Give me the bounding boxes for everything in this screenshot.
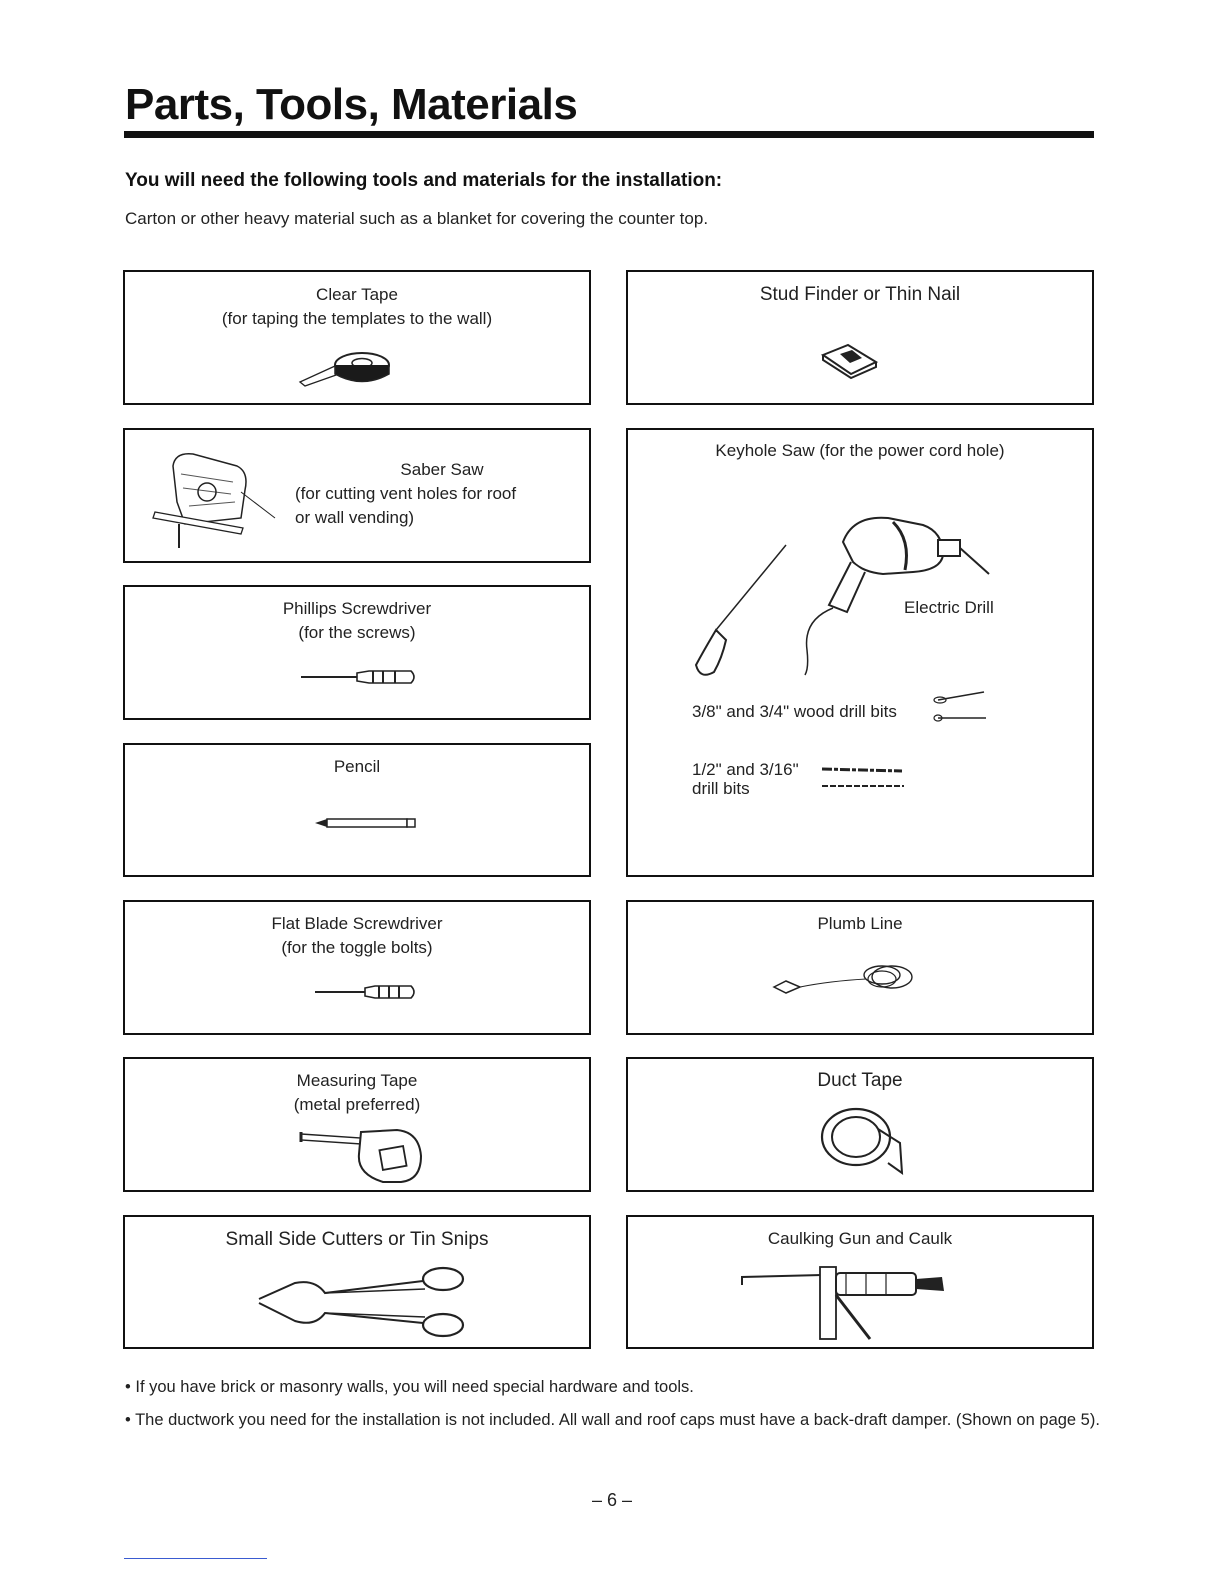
caulking-gun-icon <box>736 1255 951 1347</box>
note-masonry: • If you have brick or masonry walls, you will need special hardware and tools. <box>125 1378 694 1396</box>
drill-bits-icon <box>818 764 908 792</box>
box-side-cutters <box>123 1215 591 1349</box>
clear-tape-desc: (for taping the templates to the wall) <box>221 309 493 328</box>
stud-finder-icon <box>818 340 888 380</box>
page-title: Parts, Tools, Materials <box>125 80 578 129</box>
stud-finder-label: Stud Finder or Thin Nail <box>759 284 961 305</box>
intro-text: Carton or other heavy material such as a blanket for covering the counter top. <box>125 209 709 228</box>
box-caulking-gun <box>626 1215 1094 1349</box>
flat-blade-screwdriver-icon <box>313 982 417 1002</box>
tin-snips-icon <box>255 1265 470 1341</box>
measuring-tape-icon <box>297 1124 427 1186</box>
side-cutters-label: Small Side Cutters or Tin Snips <box>225 1229 489 1250</box>
box-plumb-line <box>626 900 1094 1035</box>
box-flat-blade-screwdriver <box>123 900 591 1035</box>
duct-tape-label: Duct Tape <box>817 1070 903 1091</box>
footer-rule <box>124 1558 267 1559</box>
box-keyhole-saw-drill <box>626 428 1094 877</box>
box-phillips-screwdriver <box>123 585 591 720</box>
electric-drill-icon <box>793 510 993 680</box>
wood-drill-bits-icon <box>928 690 990 726</box>
plumb-line-icon <box>770 957 925 999</box>
drill-bits-label: drill bits <box>692 779 750 798</box>
measuring-tape-label: Measuring Tape <box>296 1071 418 1090</box>
duct-tape-icon <box>818 1099 908 1179</box>
page-number: – 6 – <box>591 1490 633 1510</box>
flat-blade-label: Flat Blade Screwdriver <box>271 914 443 933</box>
saber-saw-desc-1: (for cutting vent holes for roof <box>295 484 517 503</box>
phillips-desc: (for the screws) <box>298 623 416 642</box>
box-stud-finder <box>626 270 1094 405</box>
saber-saw-icon <box>145 444 280 552</box>
drill-bits-size-label: 1/2" and 3/16" <box>692 760 799 779</box>
keyhole-saw-label: Keyhole Saw (for the power cord hole) <box>715 441 1005 460</box>
saber-saw-desc-2: or wall vending) <box>295 508 415 527</box>
box-saber-saw <box>123 428 591 563</box>
clear-tape-icon <box>295 344 395 389</box>
box-clear-tape <box>123 270 591 405</box>
box-measuring-tape <box>123 1057 591 1192</box>
flat-blade-desc: (for the toggle bolts) <box>281 938 433 957</box>
title-rule <box>124 131 1094 138</box>
plumb-line-label: Plumb Line <box>817 914 903 933</box>
wood-drill-bits-label: 3/8" and 3/4" wood drill bits <box>692 702 897 721</box>
pencil-icon <box>313 815 417 831</box>
electric-drill-label: Electric Drill <box>904 598 994 617</box>
phillips-label: Phillips Screwdriver <box>282 599 432 618</box>
measuring-tape-desc: (metal preferred) <box>293 1095 421 1114</box>
box-pencil <box>123 743 591 877</box>
keyhole-saw-icon <box>686 540 796 680</box>
section-subheading: You will need the following tools and materials for the installation: <box>125 170 723 191</box>
saber-saw-label: Saber Saw <box>400 460 484 479</box>
note-ductwork: • The ductwork you need for the installation is not included. All wall and roof caps must have a back-draft damper. (Shown on page 5). <box>125 1411 1100 1429</box>
box-duct-tape <box>626 1057 1094 1192</box>
notes-list <box>125 1376 1105 1442</box>
pencil-label: Pencil <box>333 757 381 776</box>
caulking-gun-label: Caulking Gun and Caulk <box>767 1229 953 1248</box>
clear-tape-label: Clear Tape <box>316 285 398 304</box>
phillips-screwdriver-icon <box>299 667 419 687</box>
